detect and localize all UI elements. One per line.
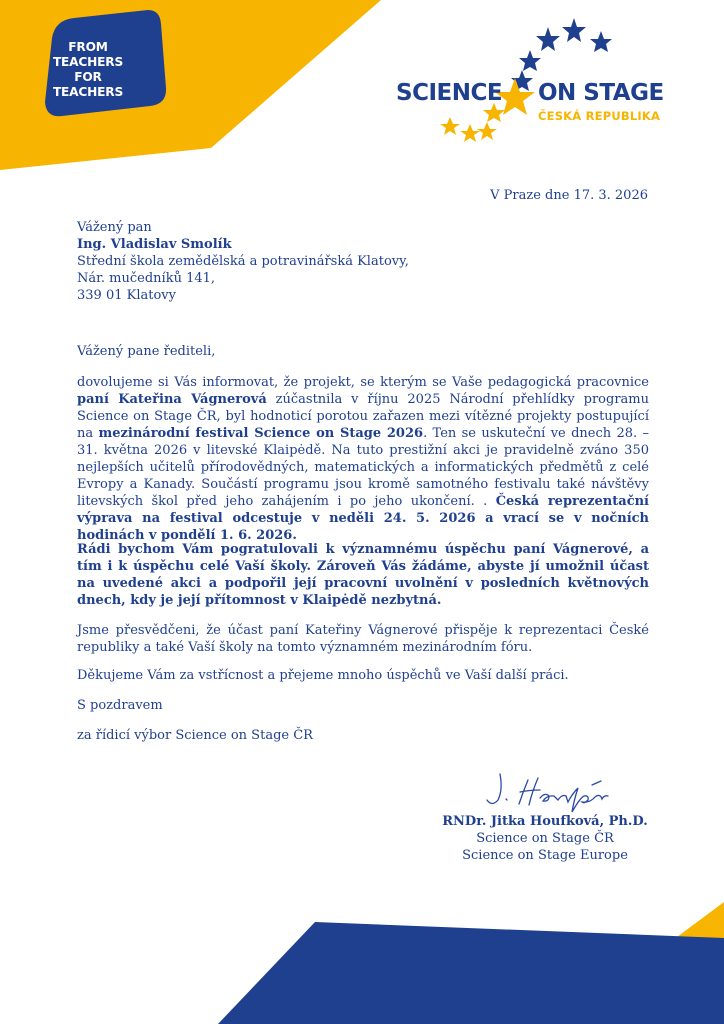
badge-line: TEACHERS	[52, 55, 124, 69]
recipient-street: Nár. mučedníků 141,	[77, 271, 216, 286]
star-icon	[590, 31, 612, 52]
logo-subtitle: ČESKÁ REPUBLIKA	[538, 109, 661, 123]
badge-line: FOR	[74, 70, 102, 84]
logo-word-on-stage: ON STAGE	[538, 80, 664, 106]
badge-line: FROM	[68, 40, 108, 54]
recipient-city: 339 01 Klatovy	[77, 288, 176, 303]
paragraph-1: dovolujeme si Vás informovat, že projekt, se kterým se Vaše pedagogická pracovnice paní Kateřina Vágnerová zúčastnila v říjnu 2025 Národní přehlídky programu Science on Stage ČR, byl hodnoticí porotou zařazen mezi vítězné projekty postupující na mezinárodní festival Science on Stage 2026. Ten se uskuteční ve dnech 28. – 31. května 2026 v litevské Klaipėdě. Na tuto prestižní akci je pravidelně zváno 350 nejlepších učitelů přírodovědných, matematických a informatických předmětů z celé Evropy a Kanady. Součástí programu jsou kromě samotného festivalu také návštěvy litevských škol před jeho zahájením i po jeho ukončení. . Česká reprezentační výprava na festival odcestuje v neděli 24. 5. 2026 a vrací se v nočních hodinách v pondělí 1. 6. 2026.	[77, 375, 649, 543]
recipient-name: Ing. Vladislav Smolík	[77, 237, 232, 252]
paragraph-4: Děkujeme Vám za vstřícnost a přejeme mnoho úspěchů ve Vaší další práci.	[77, 668, 569, 683]
badge-line: TEACHERS	[52, 85, 124, 99]
logo-word-science: SCIENCE	[396, 80, 503, 106]
paragraph-2: Rádi bychom Vám pogratulovali k významnému úspěchu paní Vágnerové, a tím i k úspěchu celé Vaší školy. Zároveň Vás žádáme, abyste jí umožnil účast na uvedené akci a podpořil její pracovní uvolnění v posledních květnových dnech, kdy je její přítomnost v Klaipėdě nezbytná.	[77, 542, 649, 608]
signatory-name: RNDr. Jitka Houfková, Ph.D.	[442, 814, 648, 829]
signatory-org: Science on Stage Europe	[462, 848, 628, 863]
footer-blue-shape	[218, 922, 724, 1024]
star-icon	[477, 122, 497, 140]
recipient-address	[77, 219, 409, 304]
star-icon	[519, 50, 541, 71]
letter-date: V Praze dne 17. 3. 2026	[490, 188, 648, 203]
badge-text	[44, 40, 132, 100]
star-icon	[562, 18, 586, 42]
recipient-salutation: Vážený pan	[77, 220, 152, 235]
recipient-school: Střední škola zemědělská a potravinářská Klatovy,	[77, 254, 409, 269]
letter-closing: S pozdravem	[77, 698, 163, 713]
signatory-org: Science on Stage ČR	[476, 831, 614, 846]
letter-on-behalf: za řídicí výbor Science on Stage ČR	[77, 728, 313, 743]
star-icon	[536, 27, 560, 51]
handwritten-signature	[487, 774, 608, 812]
paragraph-3: Jsme přesvědčeni, že účast paní Kateřiny Vágnerové přispěje k reprezentaci České republiky a také Vaší školy na tomto významném mezinárodním fóru.	[77, 623, 649, 655]
star-icon	[460, 124, 480, 142]
letter-greeting: Vážený pane řediteli,	[77, 344, 216, 359]
star-icon	[440, 117, 460, 135]
signature-block	[440, 813, 650, 864]
